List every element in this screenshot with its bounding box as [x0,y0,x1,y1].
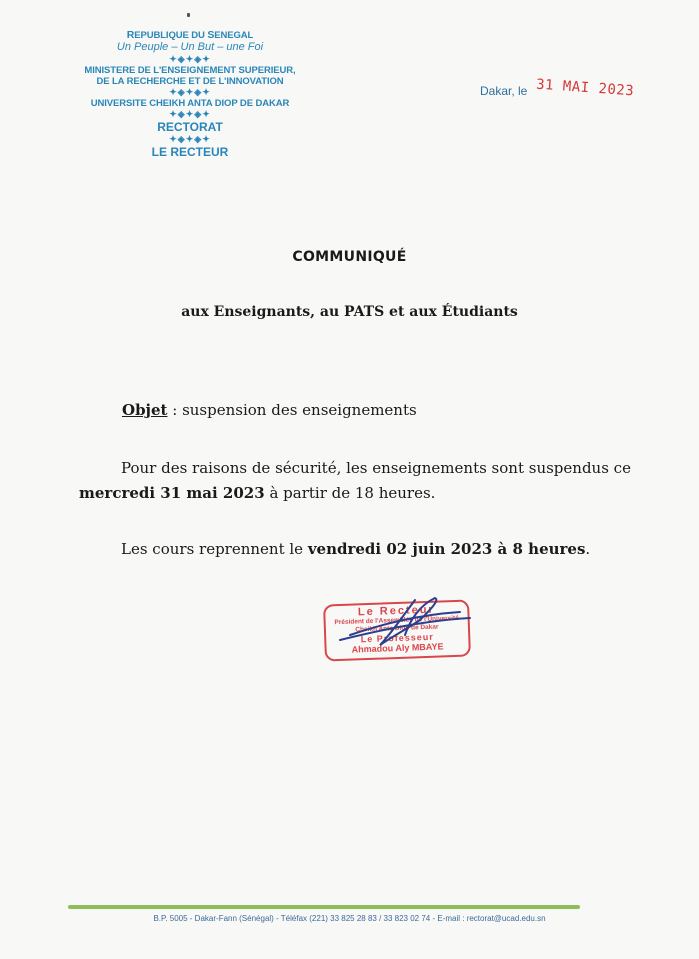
date-stamp: 31 MAI 2023 [535,76,635,100]
ministry-line-1: MINISTERE DE L'ENSEIGNEMENT SUPERIEUR, [84,65,296,76]
ornament-divider: ✦◈✦◈✦ [169,87,211,97]
paragraph-resumption: Les cours reprennent le vendredi 02 juin 2023 à 8 heures. [121,540,591,558]
footer-contact: B.P. 5005 - Dakar-Fann (Sénégal) - Téléfax (221) 33 825 28 83 / 33 823 02 74 - E-mail : rectorat@ucad.edu.sn [153,914,546,923]
suspension-date: mercredi 31 mai 2023 [79,484,265,502]
subject-line: Objet : suspension des enseignements [122,401,417,419]
subject-label: Objet [122,401,168,419]
ornament-divider: ✦◈✦◈✦ [169,109,211,119]
paragraph-suspension: Pour des raisons de sécurité, les enseignements sont suspendus ce mercredi 31 mai 2023 à partir de 18 heures. [79,459,631,502]
scan-speck [187,13,190,17]
document-title: COMMUNIQUÉ [292,249,407,265]
letterhead [70,30,310,159]
ornament-divider: ✦◈✦◈✦ [169,54,211,64]
national-motto: Un Peuple – Un But – une Foi [116,41,264,53]
signatory-title: LE RECTEUR [151,145,229,159]
footer-divider [68,905,580,909]
ministry-line-2: DE LA RECHERCHE ET DE L'INNOVATION [96,76,284,87]
resumption-date: vendredi 02 juin 2023 à 8 heures [307,540,586,558]
ornament-divider: ✦◈✦◈✦ [169,134,211,144]
office-name: RECTORAT [157,120,223,134]
document-subtitle: aux Enseignants, au PATS et aux Étudiants [181,304,518,320]
date-prefix: Dakar, le [480,84,528,98]
signature [320,590,480,660]
university-name: UNIVERSITE CHEIKH ANTA DIOP DE DAKAR [90,98,290,109]
official-stamp: Le Recteur Président de l'Assemblée de l'Université Cheikh Anta Diop de Dakar Le Professeur Ahmadou Aly MBAYE [323,599,471,661]
subject-text: suspension des enseignements [182,401,417,419]
republic-line: REPUBLIQUE DU SENEGAL [126,29,254,41]
